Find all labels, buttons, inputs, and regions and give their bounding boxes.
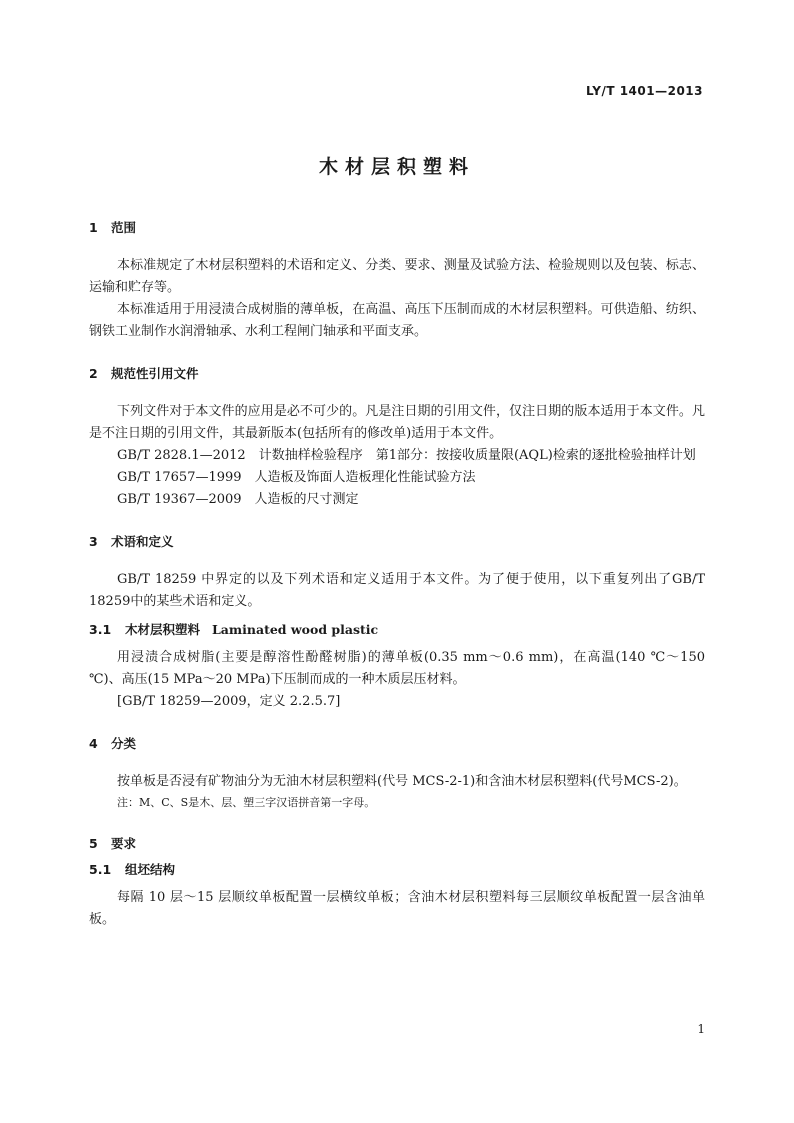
section-3-paragraph-1: GB/T 18259 中界定的以及下列术语和定义适用于本文件。为了便于使用，以下重复列出了GB/T 18259中的某些术语和定义。 [89, 572, 705, 609]
section-3-heading [89, 533, 705, 551]
definition-paragraph: 用浸渍合成树脂(主要是醇溶性酚醛树脂)的薄单板(0.35 mm～0.6 mm)，在高温(140 ℃～150 ℃)、高压(15 MPa～20 MPa)下压制而成的一种木质层压材料。 [89, 650, 705, 687]
section-1-heading [89, 219, 705, 237]
subsection-5-1-number: 5.1 [89, 862, 112, 877]
reference-gb-t-19367: GB/T 19367—2009 人造板的尺寸测定 [117, 492, 359, 507]
section-2-paragraph-1: 下列文件对于本文件的应用是必不可少的。凡是注日期的引用文件，仅注日期的版本适用于本文件。凡是不注日期的引用文件，其最新版本(包括所有的修改单)适用于本文件。 [89, 404, 705, 441]
section-2-title: 规范性引用文件 [111, 366, 199, 381]
subsection-3-1-english-title: Laminated wood plastic [212, 622, 379, 637]
subsection-3-1-heading [89, 621, 705, 639]
section-1-title: 范围 [111, 220, 137, 235]
page-number: 1 [697, 1022, 705, 1036]
subsection-3-1-number: 3.1 [89, 622, 112, 637]
section-1-paragraph-1: 本标准规定了木材层积塑料的术语和定义、分类、要求、测量及试验方法、检验规则以及包装、标志、运输和贮存等。 [89, 258, 705, 295]
section-2-heading [89, 365, 705, 383]
section-4-paragraph-1: 按单板是否浸有矿物油分为无油木材层积塑料(代号 MCS-2-1)和含油木材层积塑料(代号MCS-2)。 [117, 774, 687, 789]
section-5-number: 5 [89, 836, 98, 851]
document-body [89, 219, 705, 931]
subsection-3-1-title: 木材层积塑料 [125, 622, 201, 637]
section-5-heading [89, 835, 705, 853]
subsection-5-1-paragraph-1: 每隔 10 层～15 层顺纹单板配置一层横纹单板；含油木材层积塑料每三层顺纹单板配置一层含油单板。 [89, 890, 705, 927]
subsection-5-1-heading [89, 861, 705, 879]
section-4-title: 分类 [111, 736, 137, 751]
subsection-5-1-title: 组坯结构 [125, 862, 176, 877]
definition-source: [GB/T 18259—2009，定义 2.2.5.7] [117, 694, 341, 709]
section-5-title: 要求 [111, 836, 137, 851]
section-3-number: 3 [89, 534, 98, 549]
section-1-paragraph-2: 本标准适用于用浸渍合成树脂的薄单板，在高温、高压下压制而成的木材层积塑料。可供造船、纺织、钢铁工业制作水润滑轴承、水利工程闸门轴承和平面支承。 [89, 302, 705, 339]
section-4-note: 注：M、C、S是木、层、塑三字汉语拼音第一字母。 [117, 796, 376, 809]
standard-code: LY/T 1401—2013 [585, 84, 703, 98]
section-4-heading [89, 735, 705, 753]
document-title: 木材层积塑料 [318, 156, 475, 178]
section-1-number: 1 [89, 220, 98, 235]
section-3-title: 术语和定义 [111, 534, 174, 549]
section-4-number: 4 [89, 736, 98, 751]
reference-gb-t-17657: GB/T 17657—1999 人造板及饰面人造板理化性能试验方法 [117, 470, 476, 485]
reference-gb-t-2828: GB/T 2828.1—2012 计数抽样检验程序 第1部分：按接收质量限(AQL)检索的逐批检验抽样计划 [117, 448, 696, 463]
section-2-number: 2 [89, 366, 98, 381]
